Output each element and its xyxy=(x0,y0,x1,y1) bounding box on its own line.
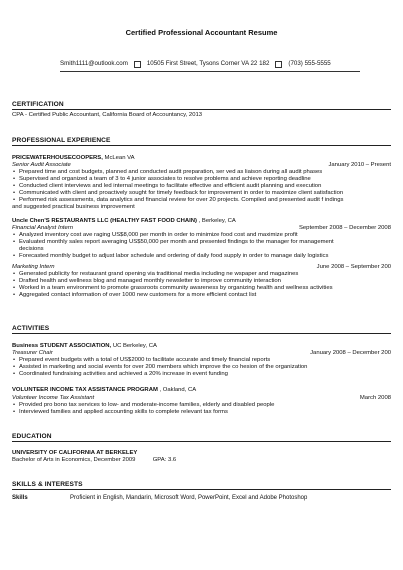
job-dates: September 2008 – December 2008 xyxy=(298,224,391,231)
activity-bullets xyxy=(12,402,391,416)
list-item: • Assisted in marketing and social events for over 200 members which improve the co hesion of the organization xyxy=(12,364,391,371)
job-role-row xyxy=(12,264,391,271)
company-name: Uncle Chen'S RESTAURANTS LLC (HEALTHY FAST FOOD CHAIN) xyxy=(12,217,197,224)
certification-text: CPA - Certified Public Accountant, California Board of Accountancy, 2013 xyxy=(12,112,203,118)
org-location: UC Berkeley, CA xyxy=(112,343,157,349)
job-bullets xyxy=(12,169,391,204)
job-dates: June 2008 – September 200 xyxy=(316,264,391,271)
job-dates: January 2010 – Present xyxy=(328,162,391,169)
job-header xyxy=(12,218,391,225)
list-item: • Analyzed inventory cost ave raging US$8,000 per month in order to minimize food cost and maximize profit xyxy=(12,232,391,239)
list-item-continuation: and suggested practical business improvement xyxy=(12,204,135,211)
activity-role-row xyxy=(12,395,391,402)
list-item: • Provided pro bono tax services to low- and moderate-income families, elderly and disabled people xyxy=(12,402,391,409)
job-role: Marketing Intern xyxy=(12,264,55,271)
job-role: Financial Analyst Intern xyxy=(12,224,74,231)
list-item: • Aggregated contact information of over 1000 new customers for a more efficient contact list xyxy=(12,292,391,299)
list-item: • Drafted health and wellness blog and managed monthly newsletter to improve community interaction xyxy=(12,278,391,285)
degree-row xyxy=(12,457,391,464)
list-item: • Conducted client interviews and led internal meetings to facilitate effective and efficient audit planning and execution xyxy=(12,183,391,190)
list-item: • Generated publicity for restaurant grand opening via traditional media including ne wspaper and magazines xyxy=(12,271,391,278)
section-heading: PROFESSIONAL EXPERIENCE xyxy=(12,137,111,144)
list-item: • Worked in a team environment to promote grassroots community awareness by organizing health and wellness activities xyxy=(12,285,391,292)
checkbox-icon xyxy=(275,61,282,68)
phone: (703) 555-5555 xyxy=(288,60,331,67)
list-item: • Performed risk assessments, data analytics and financial review for over 20 projects. Compiled and presented audit f indings xyxy=(12,197,391,204)
section-heading: CERTIFICATION xyxy=(12,101,64,108)
list-item: • Prepared time and cost budgets, planned and conducted audit preparation, ser ved as liaison during all audit phases xyxy=(12,169,391,176)
job-bullets xyxy=(12,232,391,246)
activity-role: Volunteer Income Tax Assistant xyxy=(12,394,95,401)
activity-role-row xyxy=(12,350,391,357)
list-item: • Evaluated monthly sales report averaging US$50,000 per month and presented findings to the manager for management xyxy=(12,239,391,246)
experience-section xyxy=(12,137,391,299)
org-name: Business STUDENT ASSOCIATION, xyxy=(12,343,112,349)
section-rule xyxy=(12,109,391,110)
gpa: GPA: 3.6 xyxy=(152,457,177,464)
education-section xyxy=(12,433,391,464)
activity-header xyxy=(12,343,391,350)
list-item: • Communicated with client and proactively sought for timely feedback for improvement in order to maximize client satisfaction xyxy=(12,190,391,197)
activity-dates: March 2008 xyxy=(359,394,391,401)
skills-label: Skills xyxy=(12,495,28,501)
checkbox-icon xyxy=(134,61,141,68)
list-item: • Interviewed families and applied accounting skills to complete relevant tax forms xyxy=(12,409,391,416)
list-item-continuation: decisions xyxy=(19,246,44,253)
org-name: VOLUNTEER INCOME TAX ASSISTANCE PROGRAM xyxy=(12,387,158,394)
certification-section xyxy=(12,101,391,119)
company-location: McLean VA xyxy=(104,155,135,161)
contact-bar xyxy=(60,60,360,68)
org-location: , Oakland, CA xyxy=(159,387,197,394)
activity-header xyxy=(12,387,391,394)
job-bullets xyxy=(12,271,391,299)
job-role-row xyxy=(12,225,391,232)
skills-row xyxy=(12,495,391,501)
job-bullets xyxy=(12,253,391,260)
activity-bullets xyxy=(12,357,391,378)
list-item: • Coordinated fundraising activities and achieved a 20% increase in event funding xyxy=(12,371,391,378)
job-role: Senior Audit Associate xyxy=(12,162,71,169)
list-item: • Prepared event budgets with a total of US$2000 to facilitate accurate and timely financial reports xyxy=(12,357,391,364)
activity-dates: January 2008 – December 200 xyxy=(310,350,391,357)
skills-text: Proficient in English, Mandarin, Microsoft Word, PowerPoint, Excel and Adobe Photoshop xyxy=(70,495,308,501)
section-heading: EDUCATION xyxy=(12,433,52,440)
address: 10505 First Street, Tysons Corner VA 22 182 xyxy=(146,60,270,67)
skills-section xyxy=(12,481,391,501)
contact-divider xyxy=(60,71,360,72)
job-header xyxy=(12,155,391,162)
job-role-row xyxy=(12,162,391,169)
list-item: • Supervised and organized a team of 3 to 4 junior associates to resolve problems and achieve reporting deadline xyxy=(12,176,391,183)
school-name: UNIVERSITY OF CALIFORNIA AT BERKELEY xyxy=(12,450,138,456)
section-heading: ACTIVITIES xyxy=(12,325,50,332)
activity-role: Treasurer Chair xyxy=(12,350,53,357)
company-name: PRICEWATERHOUSECOOPERS, xyxy=(12,155,103,161)
list-item: • Forecasted monthly budget to adjust labor schedule and ordering of daily food supply in order to manage daily logistics xyxy=(12,253,391,260)
resume-title: Certified Professional Accountant Resume xyxy=(125,28,278,37)
section-heading: SKILLS & INTERESTS xyxy=(12,481,83,488)
company-location: , Berkeley, CA xyxy=(198,217,236,224)
degree: Bachelor of Arts in Economics, December 2009 xyxy=(12,457,136,464)
email: Smith1111@outlook.com xyxy=(60,60,128,67)
activities-section xyxy=(12,325,391,416)
